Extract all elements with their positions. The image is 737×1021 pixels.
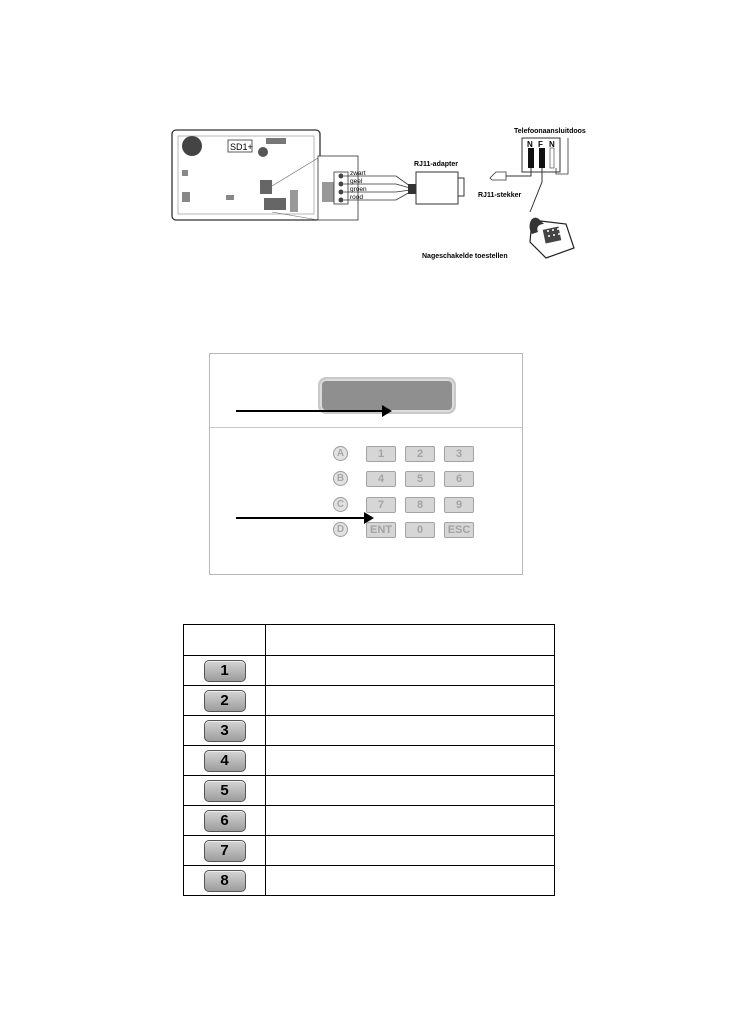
table-cell-function <box>266 746 555 776</box>
table-row <box>184 866 555 896</box>
table-header-key <box>184 625 266 656</box>
keys-pointer-arrow <box>236 517 366 519</box>
socket-letter-n2: N <box>549 140 555 149</box>
wall-socket-label: Telefoonaansluitdoos <box>514 128 586 135</box>
key-6-badge: 6 <box>204 810 246 832</box>
key-2-badge: 2 <box>204 690 246 712</box>
table-cell-function <box>266 866 555 896</box>
table-header-function <box>266 625 555 656</box>
device-label: SD1+ <box>230 142 253 152</box>
table-cell-function <box>266 686 555 716</box>
table-row <box>184 656 555 686</box>
rj11-adapter-label: RJ11-adapter <box>414 161 458 168</box>
key-8[interactable]: 8 <box>405 497 435 513</box>
key-8-badge: 8 <box>204 870 246 892</box>
rj11-plug-icon <box>490 172 506 180</box>
key-0[interactable]: 0 <box>405 522 435 538</box>
table-row <box>184 836 555 866</box>
wire-label-black: zwart <box>350 170 366 177</box>
key-c[interactable]: C <box>333 497 348 512</box>
table-row <box>184 746 555 776</box>
table-header-row <box>184 625 555 656</box>
table-cell-function <box>266 716 555 746</box>
key-4[interactable]: 4 <box>366 471 396 487</box>
key-1-badge: 1 <box>204 660 246 682</box>
table-row <box>184 716 555 746</box>
key-6[interactable]: 6 <box>444 471 474 487</box>
display-pointer-arrow <box>236 410 384 412</box>
key-7-badge: 7 <box>204 840 246 862</box>
table-row <box>184 776 555 806</box>
wiring-diagram <box>160 120 600 270</box>
key-ent[interactable]: ENT <box>366 522 396 538</box>
key-function-table <box>183 624 555 896</box>
key-b[interactable]: B <box>333 471 348 486</box>
key-3[interactable]: 3 <box>444 446 474 462</box>
key-7[interactable]: 7 <box>366 497 396 513</box>
key-2[interactable]: 2 <box>405 446 435 462</box>
key-5-badge: 5 <box>204 780 246 802</box>
table-row <box>184 806 555 836</box>
key-4-badge: 4 <box>204 750 246 772</box>
key-d[interactable]: D <box>333 522 348 537</box>
wire-label-green: groen <box>350 186 367 193</box>
wire-label-red: rood <box>350 194 364 201</box>
rj11-adapter-icon <box>416 172 458 204</box>
table-row <box>184 686 555 716</box>
key-5[interactable]: 5 <box>405 471 435 487</box>
downstream-devices-label: Nageschakelde toestellen <box>422 253 508 260</box>
key-9[interactable]: 9 <box>444 497 474 513</box>
table-cell-function <box>266 776 555 806</box>
rj11-plug-label: RJ11-stekker <box>478 192 522 199</box>
table-cell-function <box>266 656 555 686</box>
table-cell-function <box>266 836 555 866</box>
socket-letter-n1: N <box>527 140 533 149</box>
socket-letter-f: F <box>538 140 543 149</box>
telephone-icon <box>530 218 574 258</box>
key-3-badge: 3 <box>204 720 246 742</box>
key-1[interactable]: 1 <box>366 446 396 462</box>
key-esc[interactable]: ESC <box>444 522 474 538</box>
key-a[interactable]: A <box>333 446 348 461</box>
buzzer-icon <box>182 136 202 156</box>
table-cell-function <box>266 806 555 836</box>
wire-label-yellow: geel <box>350 178 363 185</box>
keypad-divider <box>209 427 523 428</box>
